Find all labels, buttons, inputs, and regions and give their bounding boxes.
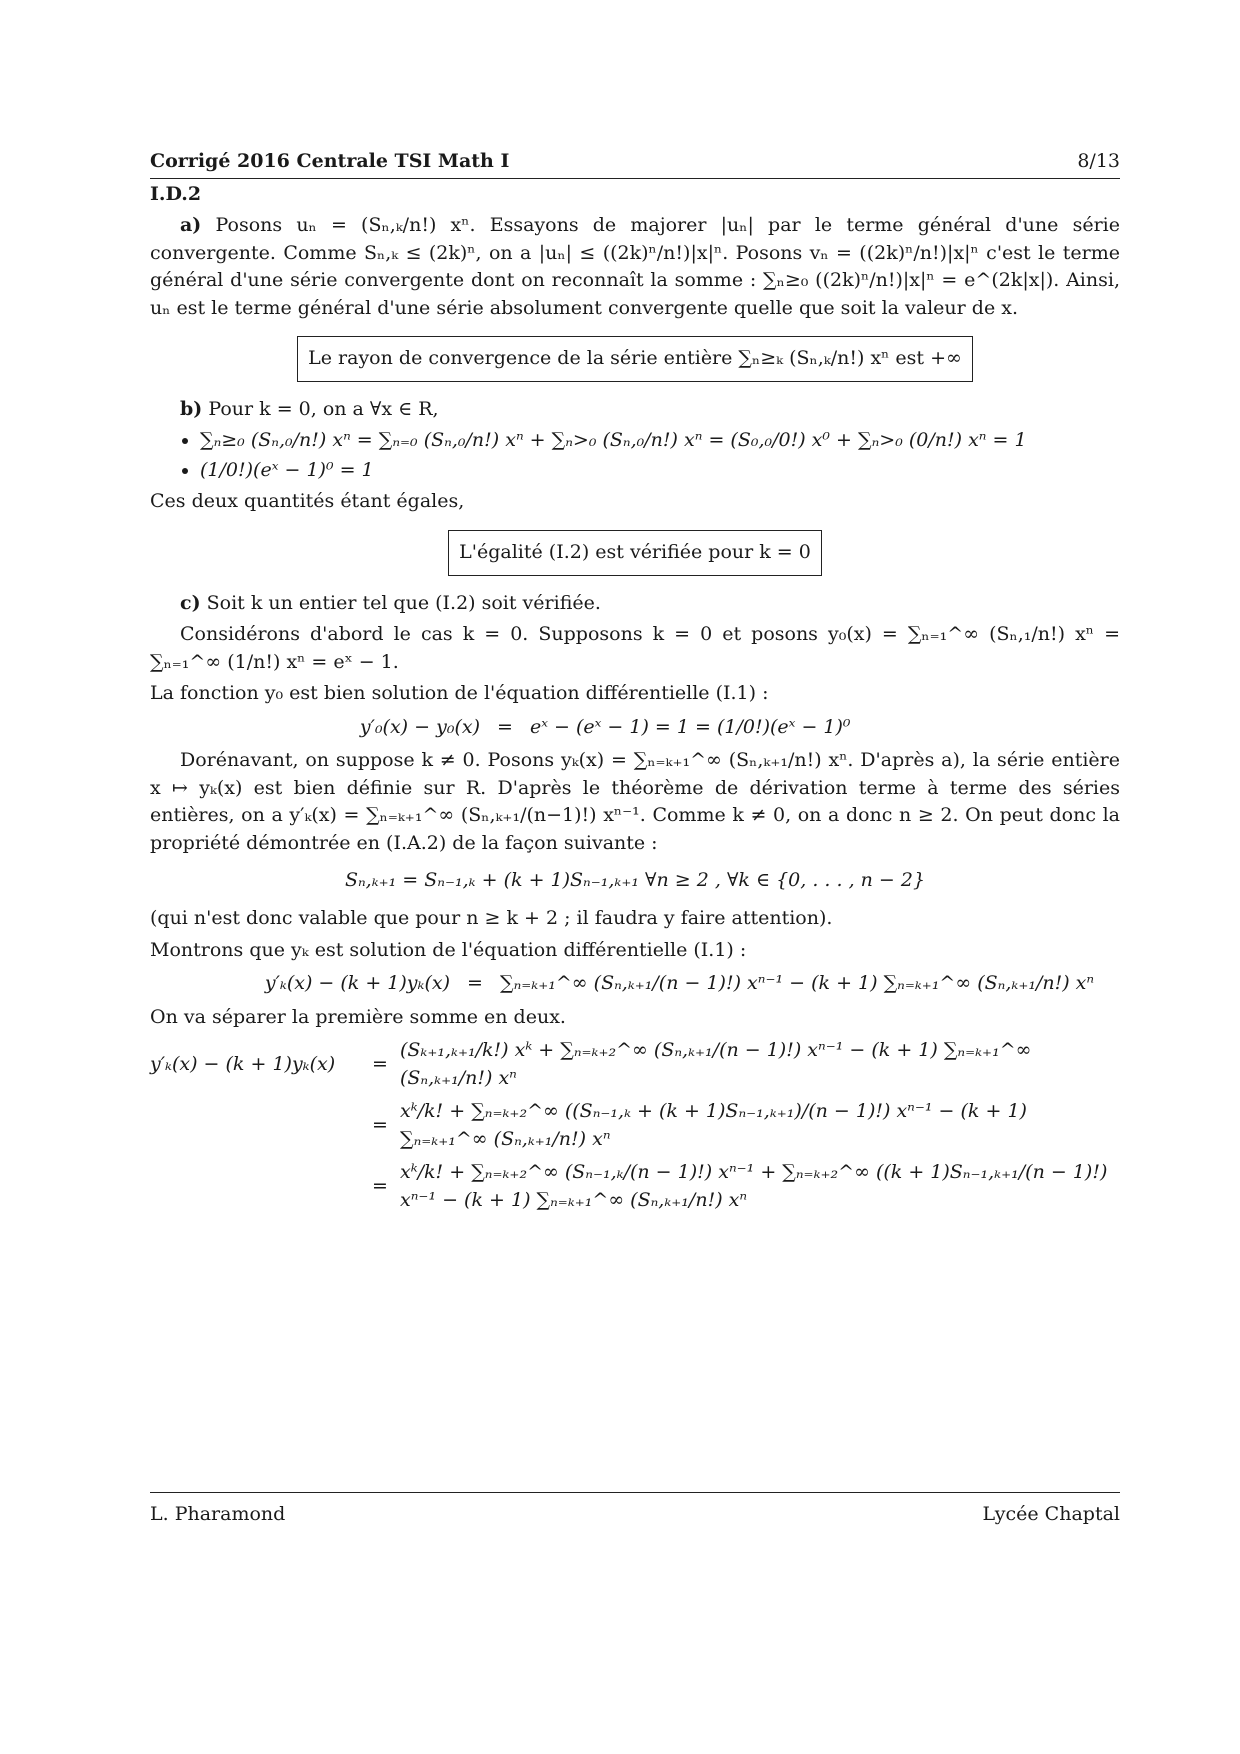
equation-4-line-3 bbox=[150, 1159, 1120, 1214]
part-b-list bbox=[180, 427, 1120, 484]
eq4-rhs-3: xᵏ/k! + ∑ₙ₌ₖ₊₂^∞ (Sₙ₋₁,ₖ/(n − 1)!) xⁿ⁻¹ + ∑ₙ₌ₖ₊₂^∞ ((k + 1)Sₙ₋₁,ₖ₊₁/(n − 1)!) xⁿ⁻¹ − (k + 1) ∑ₙ₌ₖ₊₁^∞ (Sₙ,ₖ₊₁/n!) xⁿ bbox=[400, 1161, 1108, 1211]
eq4-rhs-1: (Sₖ₊₁,ₖ₊₁/k!) xᵏ + ∑ₙ₌ₖ₊₂^∞ (Sₙ,ₖ₊₁/(n − 1)!) xⁿ⁻¹ − (k + 1) ∑ₙ₌ₖ₊₁^∞ (Sₙ,ₖ₊₁/n!) xⁿ bbox=[400, 1039, 1032, 1089]
equation-1 bbox=[150, 714, 1120, 742]
eq3-op: = bbox=[467, 972, 483, 995]
part-a-label: a) bbox=[180, 214, 202, 237]
eq4-op-1: = bbox=[372, 1052, 388, 1075]
part-c-p1: Considérons d'abord le cas k = 0. Supposons k = 0 et posons y₀(x) = ∑ₙ₌₁^∞ (Sₙ,₁/n!) xⁿ = ∑ₙ₌₁^∞ (1/n!) xⁿ = eˣ − 1. bbox=[150, 623, 1120, 673]
part-c-paragraph bbox=[150, 590, 1120, 618]
footer-school: Lycée Chaptal bbox=[982, 1503, 1120, 1525]
eq1-op: = bbox=[497, 715, 513, 738]
part-a-paragraph bbox=[150, 212, 1120, 322]
part-a-result-box: Le rayon de convergence de la série entière ∑ₙ≥ₖ (Sₙ,ₖ/n!) xⁿ est +∞ bbox=[297, 336, 973, 382]
equation-2: Sₙ,ₖ₊₁ = Sₙ₋₁,ₖ + (k + 1)Sₙ₋₁,ₖ₊₁ ∀n ≥ 2 , ∀k ∈ {0, . . . , n − 2} bbox=[344, 869, 926, 892]
footer-author: L. Pharamond bbox=[150, 1503, 286, 1525]
eq1-lhs: y′₀(x) − y₀(x) bbox=[359, 715, 480, 738]
part-c-p4: (qui n'est donc valable que pour n ≥ k + 2 ; il faudra y faire attention). bbox=[150, 907, 833, 930]
eq4-op-2: = bbox=[372, 1114, 388, 1137]
section-heading: I.D.2 bbox=[150, 182, 202, 205]
page-footer bbox=[150, 1492, 1120, 1525]
part-c-p5: Montrons que yₖ est solution de l'équation différentielle (I.1) : bbox=[150, 938, 747, 961]
part-b-conclusion: Ces deux quantités étant égales, bbox=[150, 490, 465, 513]
page-number: 8/13 bbox=[1077, 150, 1120, 172]
page-header bbox=[150, 148, 1120, 179]
part-b-label: b) bbox=[180, 397, 203, 420]
equation-4-line-2 bbox=[150, 1098, 1120, 1153]
eq3-rhs: ∑ₙ₌ₖ₊₁^∞ (Sₙ,ₖ₊₁/(n − 1)!) xⁿ⁻¹ − (k + 1) ∑ₙ₌ₖ₊₁^∞ (Sₙ,ₖ₊₁/n!) xⁿ bbox=[500, 972, 1095, 995]
part-c-p6: On va séparer la première somme en deux. bbox=[150, 1005, 566, 1028]
part-b-bullet-1: • ∑ₙ≥₀ (Sₙ,₀/n!) xⁿ = ∑ₙ₌₀ (Sₙ,₀/n!) xⁿ + ∑ₙ>₀ (Sₙ,₀/n!) xⁿ = (S₀,₀/0!) x⁰ + ∑ₙ>₀ (0/n!) xⁿ = 1 bbox=[200, 427, 1120, 455]
part-c-p3: Dorénavant, on suppose k ≠ 0. Posons yₖ(x) = ∑ₙ₌ₖ₊₁^∞ (Sₙ,ₖ₊₁/n!) xⁿ. D'après a), la série entière x ↦ yₖ(x) est bien définie sur R. D'après le théorème de dérivation terme à terme des séries entières, on a y′ₖ(x) = ∑ₙ₌ₖ₊₁^∞ (Sₙ,ₖ₊₁/(n−1)!) xⁿ⁻¹. Comme k ≠ 0, on a donc n ≥ 2. On peut donc la propriété démontrée en (I.A.2) de la façon suivante : bbox=[150, 749, 1120, 854]
part-b-intro: Pour k = 0, on a ∀x ∈ R, bbox=[208, 397, 439, 420]
equation-4-line-1 bbox=[150, 1037, 1120, 1092]
part-b-result-box: L'égalité (I.2) est vérifiée pour k = 0 bbox=[448, 530, 822, 576]
eq4-lhs: y′ₖ(x) − (k + 1)yₖ(x) bbox=[150, 1052, 336, 1075]
page bbox=[150, 148, 1120, 1221]
part-b-paragraph bbox=[150, 396, 1120, 424]
part-c-label: c) bbox=[180, 591, 201, 614]
part-c-intro: Soit k un entier tel que (I.2) soit vérifiée. bbox=[206, 591, 601, 614]
part-c-p2: La fonction y₀ est bien solution de l'équation différentielle (I.1) : bbox=[150, 682, 769, 705]
eq3-lhs: y′ₖ(x) − (k + 1)yₖ(x) bbox=[264, 972, 450, 995]
eq4-rhs-2: xᵏ/k! + ∑ₙ₌ₖ₊₂^∞ ((Sₙ₋₁,ₖ + (k + 1)Sₙ₋₁,ₖ₊₁)/(n − 1)!) xⁿ⁻¹ − (k + 1) ∑ₙ₌ₖ₊₁^∞ (Sₙ,ₖ₊₁/n!) xⁿ bbox=[400, 1100, 1027, 1150]
document-title: Corrigé 2016 Centrale TSI Math I bbox=[150, 150, 510, 172]
eq1-rhs: eˣ − (eˣ − 1) = 1 = (1/0!)(eˣ − 1)⁰ bbox=[530, 715, 851, 738]
equation-3 bbox=[150, 970, 1120, 998]
part-a-text: Posons uₙ = (Sₙ,ₖ/n!) xⁿ. Essayons de majorer |uₙ| par le terme général d'une série convergente. Comme Sₙ,ₖ ≤ (2k)ⁿ, on a |uₙ| ≤ ((2k)ⁿ/n!)|x|ⁿ. Posons vₙ = ((2k)ⁿ/n!)|x|ⁿ c'est le terme général d'une série convergente dont on reconnaît la somme : ∑ₙ≥₀ ((2k)ⁿ/n!)|x|ⁿ = e^(2k|x|). Ainsi, uₙ est le terme général d'une série absolument convergente quelle que soit la valeur de x. bbox=[150, 214, 1120, 319]
part-b-bullet-2: • (1/0!)(eˣ − 1)⁰ = 1 bbox=[200, 457, 1120, 485]
eq4-op-3: = bbox=[372, 1175, 388, 1198]
